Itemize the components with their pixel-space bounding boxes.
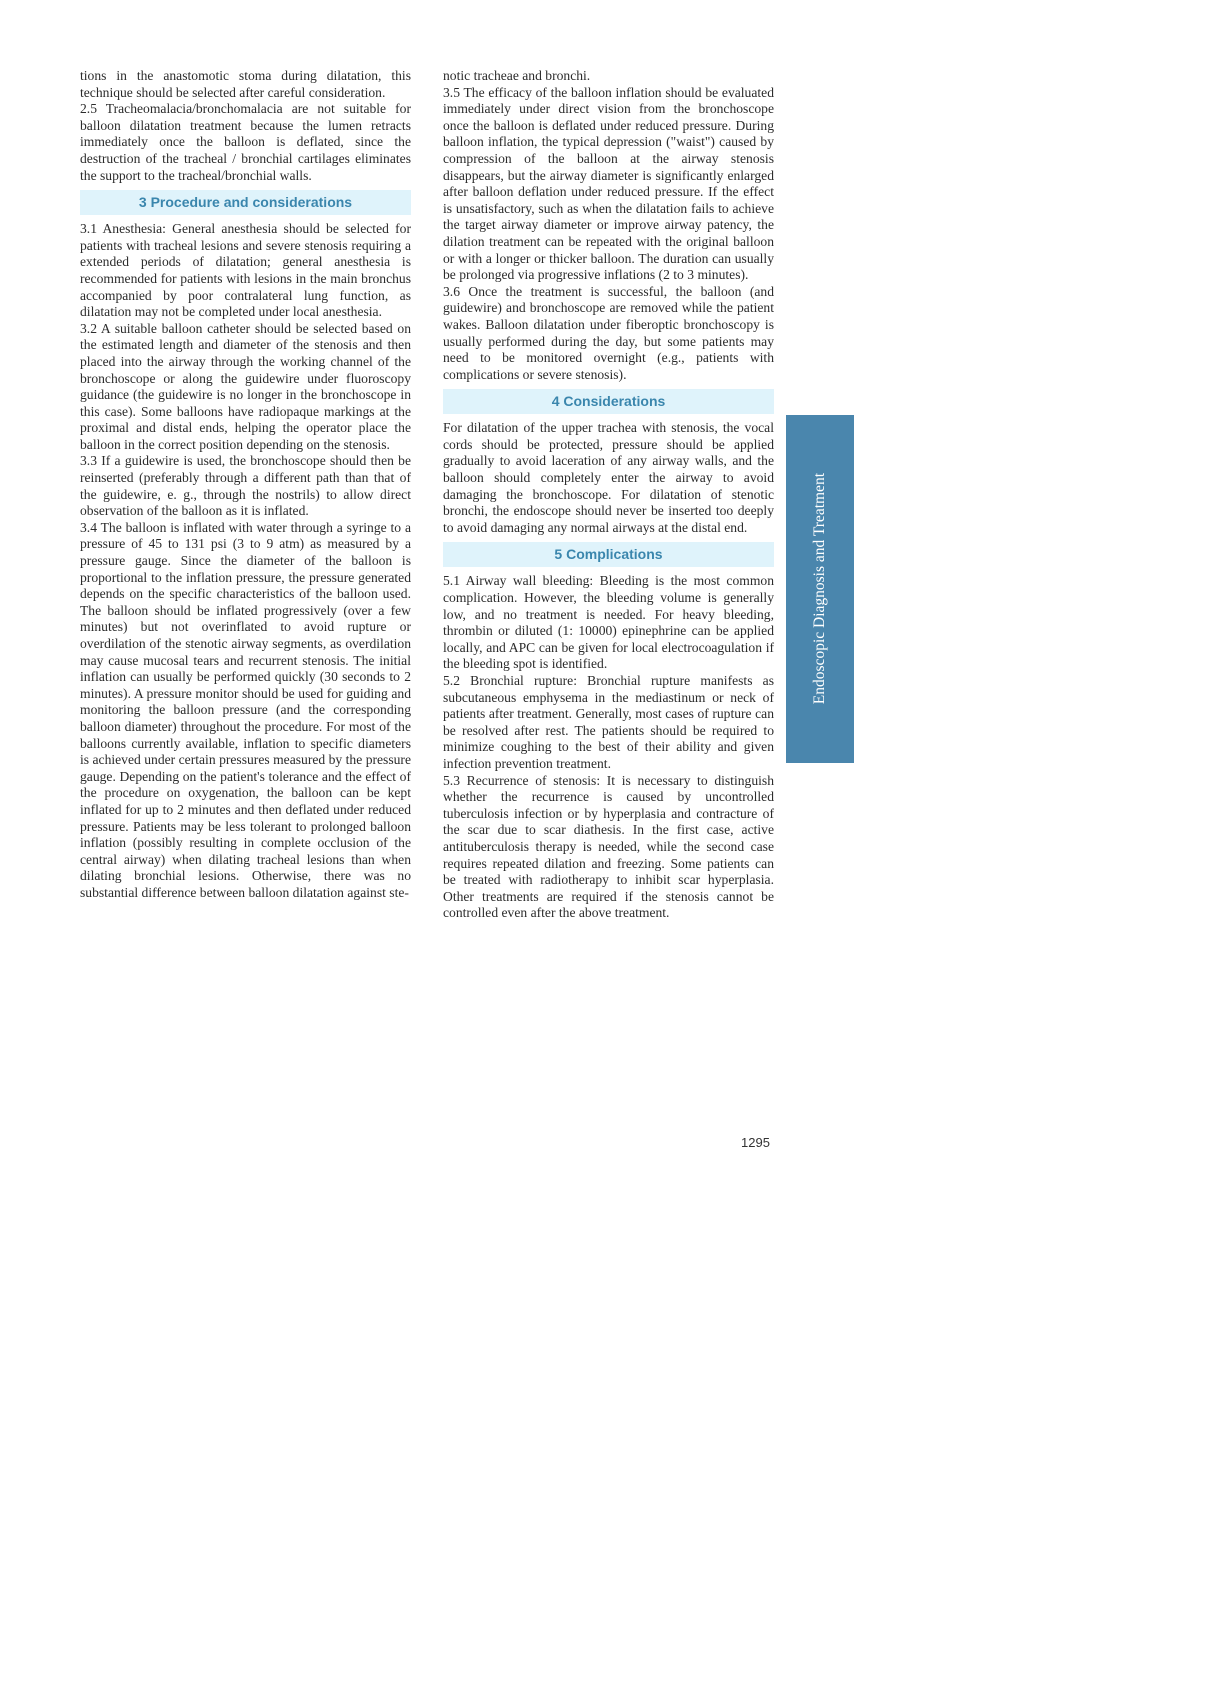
paragraph: 3.1 Anesthesia: General anesthesia should be selected for patients with tracheal lesions and severe stenosis requiring a extended periods of dilatation; general anesthesia is recommended for patients with lesions in the main bronchus accompanied by poor contralateral lung function, as dilatation may not be completed under local anesthesia. xyxy=(80,221,411,320)
chapter-side-tab xyxy=(786,415,854,763)
paragraph: 5.3 Recurrence of stenosis: It is necessary to distinguish whether the recurrence is caused by uncontrolled tuberculosis infection or by hyperplasia and contracture of the scar due to scar diathesis. In the first case, active antituberculosis therapy is needed, while the second case requires repeated dilation and freezing. Some patients can be treated with radiotherapy to inhibit scar hyperplasia. Other treatments are required if the stenosis cannot be controlled even after the above treatment. xyxy=(443,772,774,921)
paragraph: 3.3 If a guidewire is used, the bronchoscope should then be reinserted (preferably through a different path than that of the guidewire, e. g., through the nostrils) to allow direct observation of the balloon as it is inflated. xyxy=(80,453,411,519)
paragraph: 3.2 A suitable balloon catheter should be selected based on the estimated length and diameter of the stenosis and then placed into the airway through the working channel of the bronchoscope or along the guidewire under fluoroscopy guidance (the guidewire is no longer in the bronchoscope in this case). Some balloons have radiopaque markings at the proximal and distal ends, helping the operator place the balloon in the correct position depending on the stenosis. xyxy=(80,320,411,452)
paragraph: 5.2 Bronchial rupture: Bronchial rupture manifests as subcutaneous emphysema in the mediastinum or neck of patients after treatment. Generally, most cases of rupture can be resolved after rest. The patients should be required to minimize coughing to the best of their ability and given infection prevention treatment. xyxy=(443,673,774,771)
section-heading: 5 Complications xyxy=(443,542,774,567)
paragraph: 2.5 Tracheomalacia/bronchomalacia are not suitable for balloon dilatation treatment because the lumen retracts immediately once the balloon is deflated, since the destruction of the tracheal / bronchial cartilages eliminates the support to the tracheal/bronchial walls. xyxy=(80,101,411,183)
paragraph: tions in the anastomotic stoma during dilatation, this technique should be selected after careful consideration. xyxy=(80,68,411,100)
section-heading: 4 Considerations xyxy=(443,389,774,414)
paragraph: 5.1 Airway wall bleeding: Bleeding is the most common complication. However, the bleeding volume is generally low, and no treatment is needed. For heavy bleeding, thrombin or diluted (1: 10000) epinephrine can be applied locally, and APC can be given for local electrocoagulation if the bleeding spot is identified. xyxy=(443,573,774,672)
page-number: 1295 xyxy=(741,1135,770,1150)
chapter-title: Endoscopic Diagnosis and Treatment xyxy=(811,473,828,705)
left-column xyxy=(80,68,411,902)
paragraph: 3.4 The balloon is inflated with water through a syringe to a pressure of 45 to 131 psi (3 to 9 atm) as measured by a pressure gauge. Since the diameter of the balloon is proportional to the inflation pressure, the pressure generated depends on the specific characteristics of the balloon used. The balloon should be inflated progressively (over a few minutes) but not overinflated to avoid rupture or overdilation of the stenotic airway segments, as overdilation may cause mucosal tears and recurrent stenosis. The initial inflation can usually be performed quickly (30 seconds to 2 minutes). A pressure monitor should be used for guiding and monitoring the balloon pressure (and the corresponding balloon diameter) throughout the procedure. For most of the balloons currently available, inflation to specific diameters is achieved under certain pressures measured by the pressure gauge. Depending on the patient's tolerance and the effect of the procedure on oxygenation, the balloon can be kept inflated for up to 2 minutes and then deflated under reduced pressure. Patients may be less tolerant to prolonged balloon inflation (possibly resulting in complete occlusion of the central airway) when dilating tracheal lesions than when dilating bronchial lesions. Otherwise, there was no substantial difference between balloon dilatation against ste- xyxy=(80,519,411,900)
paragraph: 3.5 The efficacy of the balloon inflation should be evaluated immediately under direct vision from the bronchoscope once the balloon is deflated under reduced pressure. During balloon inflation, the typical depression ("waist") caused by compression of the balloon at the airway stenosis disappears, but the airway diameter is significantly enlarged after balloon deflation under reduced pressure. If the effect is unsatisfactory, such as when the dilatation fails to achieve the target airway diameter or improve airway patency, the dilation treatment can be repeated with the original balloon or with a longer or thicker balloon. The duration can usually be prolonged via progressive inflations (2 to 3 minutes). xyxy=(443,84,774,283)
paragraph: notic tracheae and bronchi. xyxy=(443,68,591,83)
section-heading: 3 Procedure and considerations xyxy=(80,190,411,215)
paragraph: For dilatation of the upper trachea with stenosis, the vocal cords should be protected, pressure should be applied gradually to avoid laceration of any airway walls, and the balloon should completely enter the airway to avoid damaging the bronchoscope. For dilatation of stenotic bronchi, the endoscope should never be inserted too deeply to avoid damaging any normal airways at the distal end. xyxy=(443,420,774,535)
right-column xyxy=(443,68,774,922)
paragraph: 3.6 Once the treatment is successful, the balloon (and guidewire) and bronchoscope are removed while the patient wakes. Balloon dilatation under fiberoptic bronchoscopy is usually performed during the day, but some patients may need to be monitored overnight (e.g., patients with complications or severe stenosis). xyxy=(443,283,774,382)
